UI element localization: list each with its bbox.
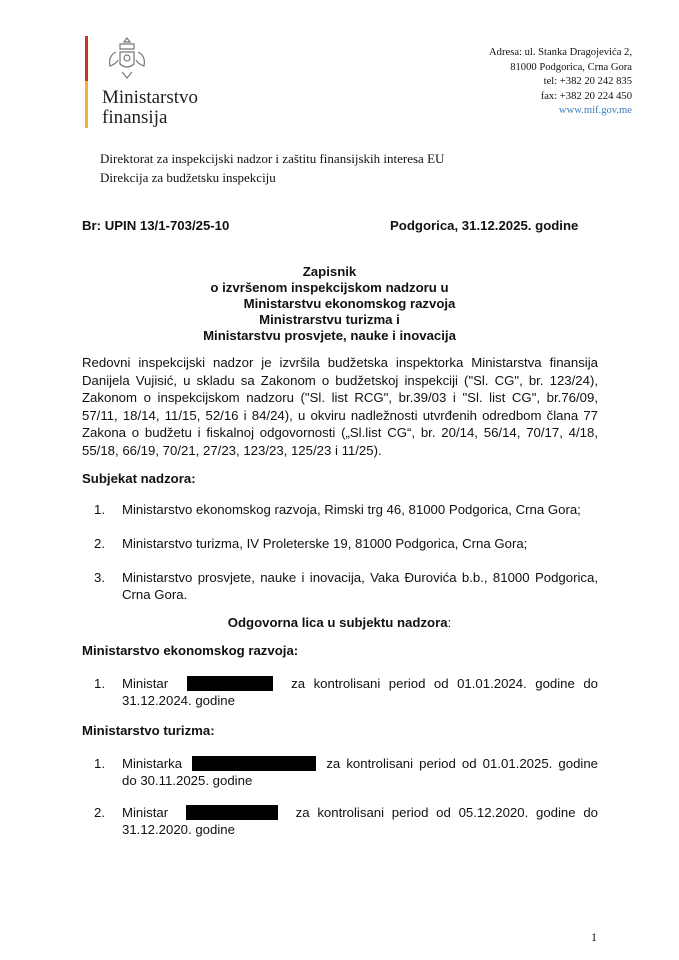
item-number: 3. bbox=[94, 570, 105, 585]
directorate-block bbox=[100, 149, 444, 187]
place-date: Podgorica, 31.12.2025. godine bbox=[390, 218, 579, 233]
subject-item bbox=[94, 569, 598, 604]
logo-line-1: Ministarstvo bbox=[102, 87, 199, 108]
responsible-heading-text: Odgovorna lica u subjektu nadzora bbox=[227, 615, 448, 630]
title-line: Ministarstvu ekonomskog razvoja bbox=[243, 296, 456, 311]
responsible-item bbox=[94, 804, 598, 839]
item-text: Ministarstvo turizma, IV Proleterske 19, 81000 Podgorica, Crna Gora; bbox=[122, 536, 528, 551]
ministry-logo-name bbox=[102, 88, 198, 128]
logo-bar-yellow bbox=[85, 81, 88, 128]
item-number: 2. bbox=[94, 805, 105, 820]
period: za kontrolisani period od 01.01.2024. godine do 31.12.2024. godine bbox=[122, 676, 598, 709]
reference-number: Br: UPIN 13/1-703/25-10 bbox=[82, 218, 230, 233]
subject-item bbox=[94, 501, 598, 518]
coat-of-arms-icon bbox=[106, 36, 148, 80]
period: za kontrolisani period od 05.12.2020. godine do 31.12.2020. godine bbox=[122, 805, 598, 838]
responsible-item bbox=[94, 675, 598, 710]
document-title bbox=[0, 264, 679, 344]
page-number: 1 bbox=[591, 930, 597, 944]
item-number: 1. bbox=[94, 676, 105, 691]
colon: : bbox=[447, 615, 452, 630]
directorate: Direktorat za inspekcijski nadzor i zaštitu finansijskih interesa EU bbox=[100, 151, 445, 166]
logo-line-2: finansija bbox=[102, 107, 168, 128]
responsible-heading bbox=[0, 615, 679, 630]
role: Ministarka bbox=[122, 756, 183, 771]
role: Ministar bbox=[122, 805, 169, 820]
item-number: 2. bbox=[94, 536, 105, 551]
address-line: Adresa: ul. Stanka Dragojevića 2, bbox=[489, 47, 632, 58]
item-text: Ministarstvo ekonomskog razvoja, Rimski trg 46, 81000 Podgorica, Crna Gora; bbox=[122, 502, 581, 517]
subject-heading: Subjekat nadzora: bbox=[82, 471, 196, 486]
item-number: 1. bbox=[94, 502, 105, 517]
section-heading: Ministarstvo ekonomskog razvoja: bbox=[82, 643, 299, 658]
directorate-sub: Direkcija za budžetsku inspekciju bbox=[100, 170, 276, 185]
redacted-name bbox=[186, 805, 278, 820]
title-line: o izvršenom inspekcijskom nadzoru u bbox=[210, 280, 449, 295]
intro-paragraph: Redovni inspekcijski nadzor je izvršila budžetska inspektorka Ministarstva finansija Danijela Vujisić, u skladu sa Zakonom o budžetskoj inspekciji ("Sl. CG", br. 123/24), Zakonom o inspekcijskom nadzoru ("Sl. list RCG", br.39/03 i "Sl. list CG", br.76/09, 57/11, 18/14, 11/15, 52/16 i 84/24), u okviru nadležnosti utvrđenih odredbom člana 77 Zakona o budžetu i fiskalnoj odgovornosti („Sl.list CG“, br. 20/14, 56/14, 70/17, 4/18, 55/18, 66/19, 70/21, 27/23, 123/23, 125/23 i 11/25). bbox=[82, 355, 598, 458]
title-line: Ministarstvu prosvjete, nauke i inovacija bbox=[203, 328, 456, 343]
period: za kontrolisani period od 01.01.2025. godine do 30.11.2025. godine bbox=[122, 756, 599, 789]
redacted-name bbox=[192, 756, 316, 771]
item-number: 1. bbox=[94, 756, 105, 771]
redacted-name bbox=[187, 676, 273, 691]
title-line: Ministrarstvu turizma i bbox=[259, 312, 400, 327]
website-link[interactable]: www.mif.gov.me bbox=[558, 105, 632, 116]
address-block bbox=[489, 46, 632, 119]
fax: fax: +382 20 224 450 bbox=[540, 90, 632, 102]
item-text: Ministarstvo prosvjete, nauke i inovacija, Vaka Đurovića b.b., 81000 Podgorica, Crna Gora. bbox=[122, 570, 598, 603]
subject-item bbox=[94, 535, 598, 552]
section-heading: Ministarstvo turizma: bbox=[82, 723, 215, 738]
title-line: Zapisnik bbox=[302, 264, 357, 279]
logo-bar-red bbox=[85, 36, 88, 81]
responsible-item bbox=[94, 755, 598, 790]
phone: tel: +382 20 242 835 bbox=[543, 76, 632, 87]
address-line: 81000 Podgorica, Crna Gora bbox=[510, 61, 632, 73]
role: Ministar bbox=[122, 676, 169, 691]
